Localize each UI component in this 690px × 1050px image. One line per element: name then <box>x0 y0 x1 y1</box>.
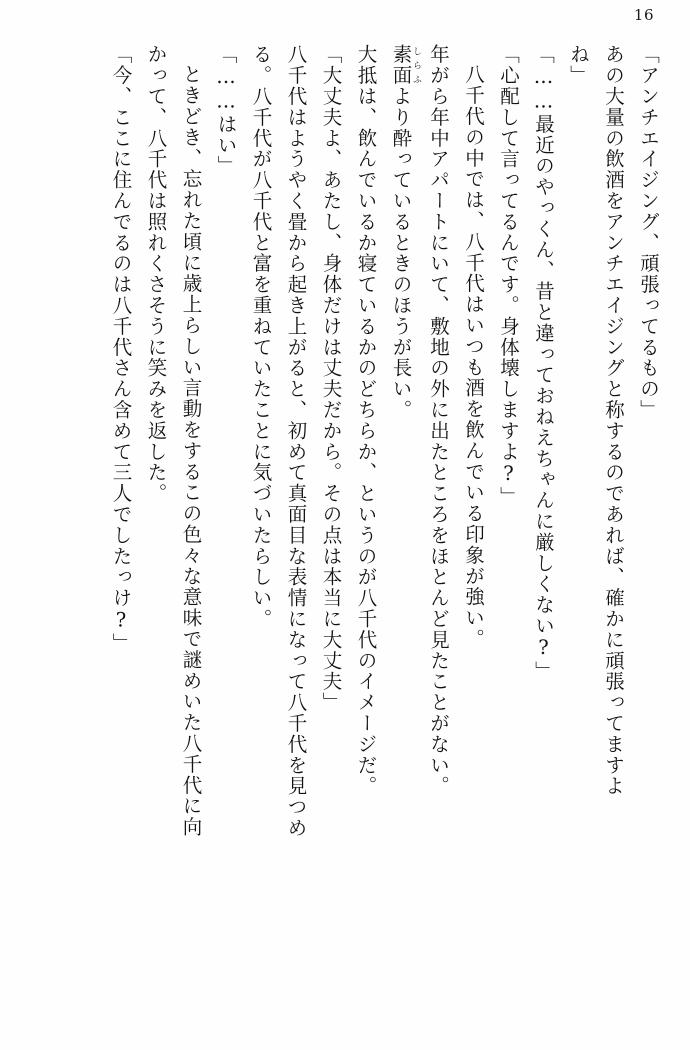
text-line: 八千代の中では、八千代はいつも酒を飲んでいる印象が強い。 <box>462 64 485 650</box>
text-line: ね」 <box>567 44 590 86</box>
text-line: 年がら年中アパートにいて、敷地の外に出たところをほとんど見たことがない。 <box>427 44 450 797</box>
text-line: 「……最近のやっくん、昔と違っておねえちゃんに厳しくない?」 <box>532 44 555 682</box>
text-line: 大抵は、飲んでいるか寝ているかのどちらか、というのが八千代のイメージだ。 <box>354 44 378 797</box>
page-number: 16 <box>633 6 654 24</box>
text-line: 「心配して言ってるんです。身体壊しますよ?」 <box>497 44 520 508</box>
vertical-text-body <box>22 44 666 1034</box>
text-line: あの大量の飲酒をアンチエイジングと称するのであれば、確かに頑張ってますよ <box>602 44 625 797</box>
text-line: 「大丈夫よ、あたし、身体だけは丈夫だから。その点は本当に大丈夫」 <box>319 44 343 713</box>
text-line: 「アンチエイジング、頑張ってるもの」 <box>637 44 660 421</box>
text-line: 八千代はようやく畳から起き上がると、初めて真面目な表情になって八千代を見つめ <box>284 44 308 839</box>
text-line: る。八千代が八千代と富を重ねていたことに気づいたらしい。 <box>249 44 273 630</box>
text-line: 「……はい」 <box>214 44 238 177</box>
text-line-with-ruby: 素面しらふより酔っているときのほうが長い。 <box>389 44 421 421</box>
text-line: かって、八千代は照れくさそうに笑みを返した。 <box>144 44 168 504</box>
text-line: ときどき、忘れた頃に歳上らしい言動をするこの色々な意味で謎めいた八千代に向 <box>179 64 203 838</box>
text-line: 「今、ここに住んでるのは八千代さん含めて三人でしたっけ?」 <box>109 44 133 654</box>
